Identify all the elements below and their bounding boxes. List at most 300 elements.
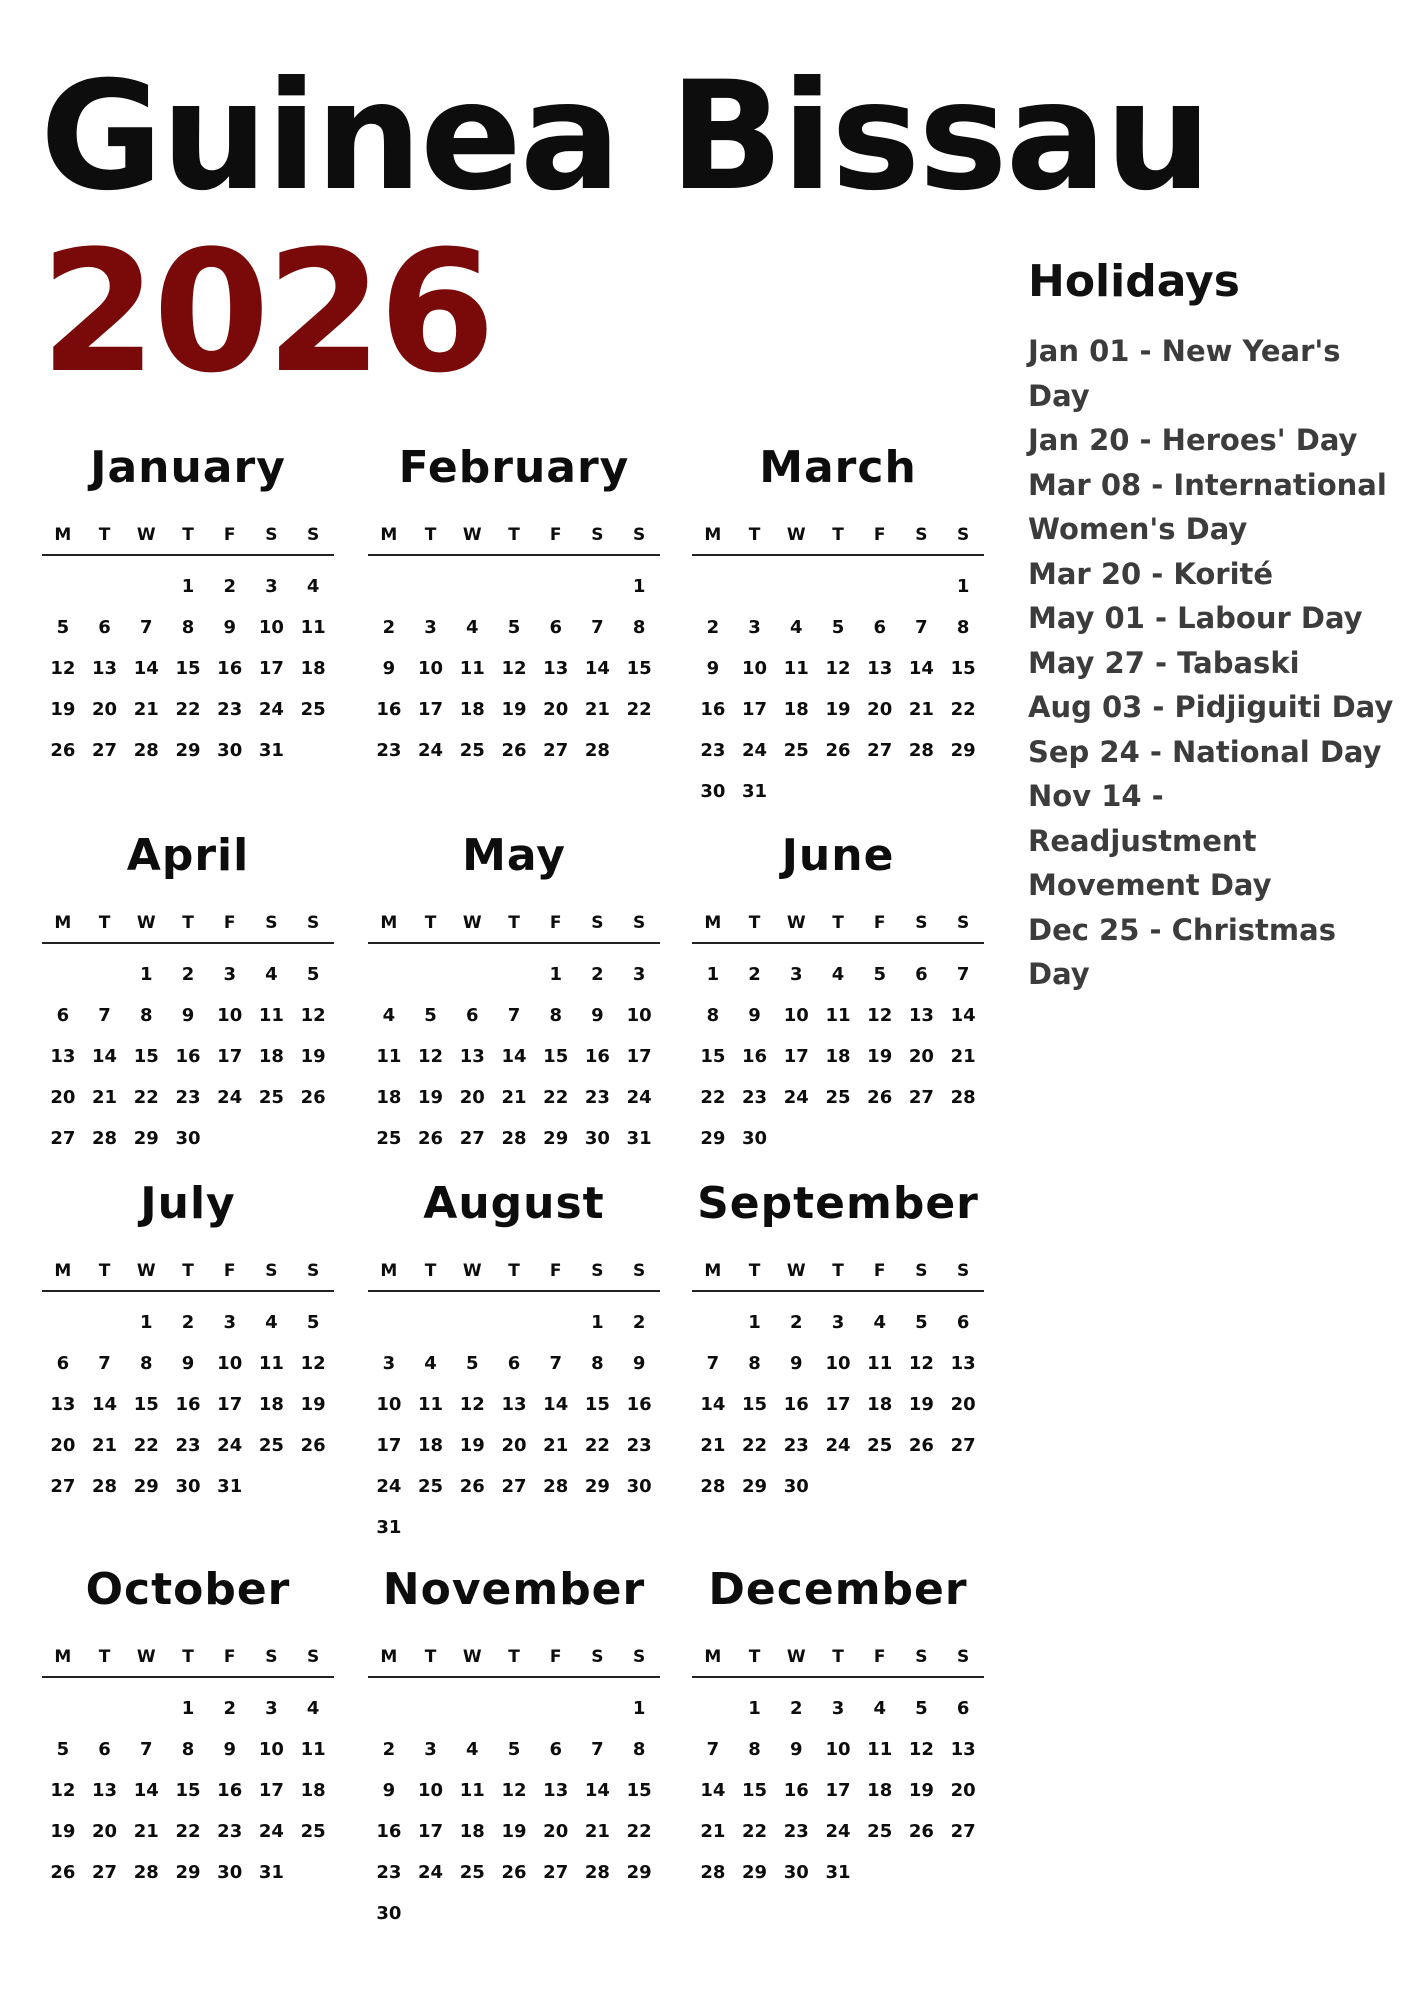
day-cell: 10 bbox=[217, 1353, 243, 1374]
day-cell: 19 bbox=[501, 699, 527, 720]
weekday-header: M bbox=[704, 1261, 722, 1281]
empty-day-cell bbox=[368, 1302, 410, 1343]
day-cell: 27 bbox=[908, 1087, 934, 1108]
empty-day-cell bbox=[493, 1302, 535, 1343]
day-cell: 22 bbox=[584, 1435, 610, 1456]
day-cell: 2 bbox=[706, 617, 720, 638]
day-cell: 17 bbox=[258, 1780, 284, 1801]
day-cell: 12 bbox=[908, 1353, 934, 1374]
day-cell: 6 bbox=[873, 617, 886, 638]
day-cell: 12 bbox=[418, 1046, 444, 1067]
day-cell: 26 bbox=[50, 740, 76, 761]
day-cell: 22 bbox=[133, 1087, 159, 1108]
day-cell: 17 bbox=[783, 1046, 809, 1067]
holidays-panel bbox=[1028, 256, 1400, 997]
weekday-header: S bbox=[307, 1261, 320, 1281]
day-cell: 23 bbox=[626, 1435, 652, 1456]
month-february bbox=[368, 440, 660, 771]
day-cell: 19 bbox=[50, 699, 76, 720]
day-cell: 11 bbox=[867, 1353, 893, 1374]
day-cell: 16 bbox=[175, 1394, 201, 1415]
weekday-header: F bbox=[549, 913, 562, 933]
day-cell: 8 bbox=[591, 1353, 604, 1374]
day-cell: 20 bbox=[867, 699, 893, 720]
day-cell: 11 bbox=[300, 1739, 326, 1760]
day-cell: 31 bbox=[258, 1862, 284, 1883]
day-cell: 20 bbox=[501, 1435, 527, 1456]
weekday-header: T bbox=[508, 525, 520, 545]
day-cell: 28 bbox=[584, 1862, 610, 1883]
day-cell: 31 bbox=[825, 1862, 851, 1883]
month-name: September bbox=[697, 1178, 979, 1229]
day-cell: 25 bbox=[825, 1087, 851, 1108]
empty-day-cell bbox=[577, 1688, 619, 1729]
day-cell: 14 bbox=[950, 1005, 976, 1026]
day-cell: 17 bbox=[742, 699, 768, 720]
day-cell: 1 bbox=[632, 1698, 646, 1719]
month-january bbox=[42, 440, 334, 771]
day-cell: 9 bbox=[181, 1005, 195, 1026]
day-cell: 19 bbox=[501, 1821, 527, 1842]
day-cell: 23 bbox=[783, 1821, 809, 1842]
day-cell: 2 bbox=[223, 1698, 236, 1719]
day-cell: 9 bbox=[591, 1005, 604, 1026]
day-cell: 8 bbox=[706, 1005, 720, 1026]
day-cell: 2 bbox=[181, 1312, 195, 1333]
weekday-header: S bbox=[633, 525, 646, 545]
day-cell: 12 bbox=[50, 1780, 76, 1801]
day-cell: 10 bbox=[258, 617, 284, 638]
day-cell: 8 bbox=[181, 617, 195, 638]
day-cell: 21 bbox=[92, 1087, 118, 1108]
day-cell: 28 bbox=[700, 1862, 726, 1883]
weekday-header: M bbox=[380, 1647, 398, 1667]
day-cell: 12 bbox=[867, 1005, 893, 1026]
month-june bbox=[692, 828, 984, 1159]
empty-day-cell bbox=[535, 1688, 577, 1729]
holiday-item: Dec 25 - Christmas Day bbox=[1028, 912, 1336, 991]
day-cell: 20 bbox=[543, 699, 569, 720]
day-cell: 30 bbox=[742, 1128, 768, 1149]
weekday-header: S bbox=[265, 1261, 278, 1281]
day-cell: 29 bbox=[950, 740, 976, 761]
day-cell: 4 bbox=[466, 1739, 479, 1760]
day-cell: 16 bbox=[742, 1046, 768, 1067]
weekday-header: S bbox=[915, 1647, 928, 1667]
calendar-year: 2026 bbox=[40, 214, 492, 410]
day-cell: 16 bbox=[376, 1821, 402, 1842]
day-cell: 16 bbox=[376, 699, 402, 720]
day-cell: 30 bbox=[783, 1862, 809, 1883]
weekday-header: T bbox=[98, 525, 111, 545]
weekday-header: T bbox=[424, 913, 437, 933]
days-grid bbox=[368, 954, 660, 1159]
day-cell: 9 bbox=[382, 658, 396, 679]
day-cell: 31 bbox=[376, 1517, 402, 1538]
day-cell: 1 bbox=[181, 576, 195, 597]
day-cell: 8 bbox=[632, 617, 646, 638]
day-cell: 23 bbox=[742, 1087, 768, 1108]
day-cell: 13 bbox=[543, 658, 569, 679]
day-cell: 8 bbox=[140, 1353, 153, 1374]
empty-day-cell bbox=[451, 1688, 493, 1729]
day-cell: 29 bbox=[742, 1862, 768, 1883]
weekday-header: W bbox=[136, 913, 156, 933]
day-cell: 25 bbox=[258, 1435, 284, 1456]
day-cell: 29 bbox=[175, 740, 201, 761]
day-cell: 18 bbox=[376, 1087, 402, 1108]
days-grid bbox=[368, 566, 660, 771]
day-cell: 18 bbox=[300, 1780, 326, 1801]
day-cell: 17 bbox=[376, 1435, 402, 1456]
day-cell: 28 bbox=[133, 1862, 159, 1883]
day-cell: 3 bbox=[382, 1353, 396, 1374]
weekday-header: T bbox=[182, 1647, 194, 1667]
day-cell: 2 bbox=[382, 617, 396, 638]
day-cell: 15 bbox=[742, 1394, 768, 1415]
empty-day-cell bbox=[84, 1302, 126, 1343]
empty-day-cell bbox=[451, 954, 493, 995]
weekday-header: S bbox=[265, 1647, 278, 1667]
empty-day-cell bbox=[410, 1302, 452, 1343]
day-cell: 5 bbox=[873, 964, 886, 985]
empty-day-cell bbox=[42, 566, 84, 607]
weekday-header: W bbox=[462, 1647, 482, 1667]
empty-day-cell bbox=[692, 1688, 734, 1729]
day-cell: 20 bbox=[92, 699, 118, 720]
day-cell: 11 bbox=[783, 658, 809, 679]
empty-day-cell bbox=[817, 566, 859, 607]
day-cell: 19 bbox=[50, 1821, 76, 1842]
day-cell: 10 bbox=[825, 1739, 851, 1760]
day-cell: 6 bbox=[549, 617, 562, 638]
holiday-list bbox=[1028, 329, 1400, 997]
day-cell: 24 bbox=[258, 1821, 284, 1842]
empty-day-cell bbox=[493, 1688, 535, 1729]
empty-day-cell bbox=[125, 566, 167, 607]
day-cell: 12 bbox=[908, 1739, 934, 1760]
day-cell: 13 bbox=[908, 1005, 934, 1026]
weekday-header: S bbox=[591, 1261, 604, 1281]
holiday-item: May 01 - Labour Day bbox=[1028, 601, 1363, 635]
day-cell: 6 bbox=[98, 1739, 111, 1760]
day-cell: 28 bbox=[543, 1476, 569, 1497]
weekday-header: T bbox=[832, 913, 844, 933]
day-cell: 24 bbox=[742, 740, 768, 761]
weekday-header: S bbox=[591, 1647, 604, 1667]
day-cell: 26 bbox=[459, 1476, 485, 1497]
weekday-header: W bbox=[462, 525, 482, 545]
day-cell: 9 bbox=[790, 1739, 803, 1760]
empty-day-cell bbox=[84, 566, 126, 607]
day-cell: 28 bbox=[950, 1087, 976, 1108]
day-cell: 22 bbox=[133, 1435, 159, 1456]
weekday-header: S bbox=[957, 1647, 970, 1667]
day-cell: 15 bbox=[950, 658, 976, 679]
day-cell: 21 bbox=[133, 699, 159, 720]
holiday-item: Mar 08 - International Women's Day bbox=[1028, 467, 1387, 546]
day-cell: 3 bbox=[790, 964, 803, 985]
day-cell: 28 bbox=[133, 740, 159, 761]
day-cell: 16 bbox=[217, 658, 243, 679]
holidays-heading: Holidays bbox=[1028, 256, 1240, 307]
day-cell: 30 bbox=[626, 1476, 652, 1497]
empty-day-cell bbox=[535, 1302, 577, 1343]
weekday-header: T bbox=[748, 913, 761, 933]
day-cell: 14 bbox=[501, 1046, 527, 1067]
day-cell: 20 bbox=[908, 1046, 934, 1067]
day-cell: 30 bbox=[175, 1476, 201, 1497]
day-cell: 21 bbox=[543, 1435, 569, 1456]
weekday-header-row bbox=[368, 516, 660, 556]
weekday-header: F bbox=[223, 1647, 236, 1667]
day-cell: 29 bbox=[700, 1128, 726, 1149]
day-cell: 27 bbox=[501, 1476, 527, 1497]
day-cell: 14 bbox=[908, 658, 934, 679]
day-cell: 1 bbox=[591, 1312, 604, 1333]
weekday-header: S bbox=[957, 1261, 970, 1281]
day-cell: 31 bbox=[742, 781, 768, 802]
weekday-header: T bbox=[98, 1647, 111, 1667]
day-cell: 17 bbox=[217, 1394, 243, 1415]
day-cell: 26 bbox=[867, 1087, 893, 1108]
day-cell: 23 bbox=[783, 1435, 809, 1456]
day-cell: 26 bbox=[300, 1087, 326, 1108]
day-cell: 29 bbox=[133, 1476, 159, 1497]
day-cell: 1 bbox=[140, 1312, 153, 1333]
day-cell: 13 bbox=[543, 1780, 569, 1801]
day-cell: 20 bbox=[950, 1394, 976, 1415]
day-cell: 3 bbox=[632, 964, 646, 985]
day-cell: 6 bbox=[507, 1353, 521, 1374]
weekday-header: W bbox=[786, 525, 806, 545]
day-cell: 22 bbox=[742, 1435, 768, 1456]
weekday-header-row bbox=[692, 1252, 984, 1292]
day-cell: 11 bbox=[258, 1353, 284, 1374]
weekday-header: S bbox=[915, 913, 928, 933]
day-cell: 7 bbox=[706, 1353, 720, 1374]
day-cell: 19 bbox=[908, 1394, 934, 1415]
empty-day-cell bbox=[859, 566, 901, 607]
day-cell: 14 bbox=[133, 658, 159, 679]
empty-day-cell bbox=[577, 566, 619, 607]
day-cell: 6 bbox=[466, 1005, 479, 1026]
day-cell: 20 bbox=[543, 1821, 569, 1842]
day-cell: 18 bbox=[783, 699, 809, 720]
empty-day-cell bbox=[42, 1302, 84, 1343]
day-cell: 23 bbox=[217, 1821, 243, 1842]
month-july bbox=[42, 1176, 334, 1507]
month-name: March bbox=[759, 442, 917, 493]
weekday-header: W bbox=[462, 913, 482, 933]
day-cell: 30 bbox=[217, 740, 243, 761]
day-cell: 3 bbox=[831, 1698, 845, 1719]
weekday-header: T bbox=[508, 913, 520, 933]
day-cell: 2 bbox=[382, 1739, 396, 1760]
weekday-header: F bbox=[873, 913, 886, 933]
day-cell: 28 bbox=[501, 1128, 527, 1149]
day-cell: 4 bbox=[265, 1312, 278, 1333]
day-cell: 11 bbox=[459, 658, 485, 679]
day-cell: 27 bbox=[50, 1476, 76, 1497]
day-cell: 29 bbox=[626, 1862, 652, 1883]
weekday-header: M bbox=[704, 913, 722, 933]
weekday-header: M bbox=[54, 1261, 72, 1281]
day-cell: 31 bbox=[626, 1128, 652, 1149]
day-cell: 17 bbox=[825, 1780, 851, 1801]
day-cell: 22 bbox=[543, 1087, 569, 1108]
day-cell: 6 bbox=[549, 1739, 562, 1760]
weekday-header: S bbox=[915, 1261, 928, 1281]
calendar-title: Guinea Bissau bbox=[40, 50, 1210, 224]
day-cell: 12 bbox=[501, 658, 527, 679]
weekday-header: M bbox=[54, 525, 72, 545]
empty-day-cell bbox=[84, 954, 126, 995]
day-cell: 7 bbox=[507, 1005, 521, 1026]
day-cell: 28 bbox=[92, 1128, 118, 1149]
day-cell: 10 bbox=[258, 1739, 284, 1760]
day-cell: 13 bbox=[92, 1780, 118, 1801]
empty-day-cell bbox=[410, 954, 452, 995]
weekday-header: W bbox=[786, 1647, 806, 1667]
day-cell: 16 bbox=[626, 1394, 652, 1415]
day-cell: 25 bbox=[418, 1476, 444, 1497]
weekday-header: T bbox=[832, 525, 844, 545]
weekday-header: F bbox=[549, 525, 562, 545]
day-cell: 1 bbox=[706, 964, 720, 985]
day-cell: 30 bbox=[376, 1903, 402, 1924]
day-cell: 4 bbox=[873, 1312, 886, 1333]
day-cell: 27 bbox=[543, 1862, 569, 1883]
day-cell: 30 bbox=[584, 1128, 610, 1149]
day-cell: 7 bbox=[915, 617, 928, 638]
day-cell: 12 bbox=[501, 1780, 527, 1801]
empty-day-cell bbox=[451, 566, 493, 607]
day-cell: 25 bbox=[867, 1821, 893, 1842]
month-december bbox=[692, 1562, 984, 1893]
weekday-header: T bbox=[98, 913, 111, 933]
day-cell: 3 bbox=[831, 1312, 845, 1333]
day-cell: 25 bbox=[783, 740, 809, 761]
day-cell: 24 bbox=[783, 1087, 809, 1108]
holiday-item: Aug 03 - Pidjiguiti Day bbox=[1028, 690, 1394, 724]
day-cell: 5 bbox=[915, 1312, 928, 1333]
day-cell: 19 bbox=[459, 1435, 485, 1456]
day-cell: 5 bbox=[306, 1312, 320, 1333]
day-cell: 23 bbox=[700, 740, 726, 761]
day-cell: 9 bbox=[223, 617, 236, 638]
days-grid bbox=[692, 1688, 984, 1893]
day-cell: 29 bbox=[543, 1128, 569, 1149]
day-cell: 20 bbox=[50, 1435, 76, 1456]
day-cell: 5 bbox=[831, 617, 845, 638]
month-march bbox=[692, 440, 984, 812]
day-cell: 15 bbox=[133, 1394, 159, 1415]
weekday-header: S bbox=[307, 525, 320, 545]
weekday-header: S bbox=[307, 1647, 320, 1667]
day-cell: 24 bbox=[418, 740, 444, 761]
day-cell: 23 bbox=[376, 740, 402, 761]
weekday-header: F bbox=[549, 1261, 562, 1281]
day-cell: 26 bbox=[50, 1862, 76, 1883]
day-cell: 18 bbox=[459, 1821, 485, 1842]
day-cell: 24 bbox=[217, 1435, 243, 1456]
day-cell: 22 bbox=[950, 699, 976, 720]
day-cell: 15 bbox=[175, 1780, 201, 1801]
day-cell: 17 bbox=[626, 1046, 652, 1067]
day-cell: 23 bbox=[217, 699, 243, 720]
weekday-header: S bbox=[915, 525, 928, 545]
day-cell: 1 bbox=[549, 964, 562, 985]
day-cell: 28 bbox=[700, 1476, 726, 1497]
day-cell: 26 bbox=[501, 740, 527, 761]
days-grid bbox=[692, 1302, 984, 1507]
weekday-header: T bbox=[748, 1261, 761, 1281]
day-cell: 10 bbox=[418, 658, 444, 679]
day-cell: 14 bbox=[92, 1046, 118, 1067]
day-cell: 21 bbox=[950, 1046, 976, 1067]
day-cell: 8 bbox=[748, 1353, 761, 1374]
day-cell: 4 bbox=[790, 617, 803, 638]
day-cell: 4 bbox=[382, 1005, 396, 1026]
day-cell: 9 bbox=[181, 1353, 195, 1374]
day-cell: 20 bbox=[50, 1087, 76, 1108]
weekday-header-row bbox=[42, 1638, 334, 1678]
day-cell: 25 bbox=[459, 740, 485, 761]
days-grid bbox=[368, 1302, 660, 1548]
day-cell: 21 bbox=[133, 1821, 159, 1842]
day-cell: 7 bbox=[98, 1353, 111, 1374]
day-cell: 28 bbox=[584, 740, 610, 761]
day-cell: 24 bbox=[825, 1821, 851, 1842]
day-cell: 23 bbox=[175, 1087, 201, 1108]
day-cell: 7 bbox=[706, 1739, 720, 1760]
day-cell: 6 bbox=[56, 1005, 70, 1026]
month-may bbox=[368, 828, 660, 1159]
day-cell: 8 bbox=[181, 1739, 195, 1760]
month-name: February bbox=[398, 442, 630, 493]
day-cell: 17 bbox=[825, 1394, 851, 1415]
day-cell: 10 bbox=[376, 1394, 402, 1415]
day-cell: 9 bbox=[382, 1780, 396, 1801]
day-cell: 18 bbox=[258, 1394, 284, 1415]
day-cell: 5 bbox=[507, 1739, 521, 1760]
day-cell: 7 bbox=[98, 1005, 111, 1026]
day-cell: 25 bbox=[459, 1862, 485, 1883]
weekday-header: M bbox=[704, 1647, 722, 1667]
empty-day-cell bbox=[901, 566, 943, 607]
day-cell: 12 bbox=[300, 1005, 326, 1026]
weekday-header-row bbox=[42, 1252, 334, 1292]
weekday-header: T bbox=[182, 525, 194, 545]
holiday-item: Jan 01 - New Year's Day bbox=[1028, 334, 1341, 413]
day-cell: 5 bbox=[56, 1739, 70, 1760]
day-cell: 5 bbox=[466, 1353, 479, 1374]
day-cell: 20 bbox=[950, 1780, 976, 1801]
month-august bbox=[368, 1176, 660, 1548]
day-cell: 22 bbox=[626, 1821, 652, 1842]
day-cell: 3 bbox=[223, 1312, 236, 1333]
day-cell: 16 bbox=[700, 699, 726, 720]
weekday-header: W bbox=[136, 1647, 156, 1667]
day-cell: 1 bbox=[181, 1698, 195, 1719]
month-october bbox=[42, 1562, 334, 1893]
days-grid bbox=[42, 1302, 334, 1507]
days-grid bbox=[42, 566, 334, 771]
holiday-item: Nov 14 - Readjustment Movement Day bbox=[1028, 779, 1272, 902]
day-cell: 1 bbox=[956, 576, 970, 597]
day-cell: 22 bbox=[700, 1087, 726, 1108]
